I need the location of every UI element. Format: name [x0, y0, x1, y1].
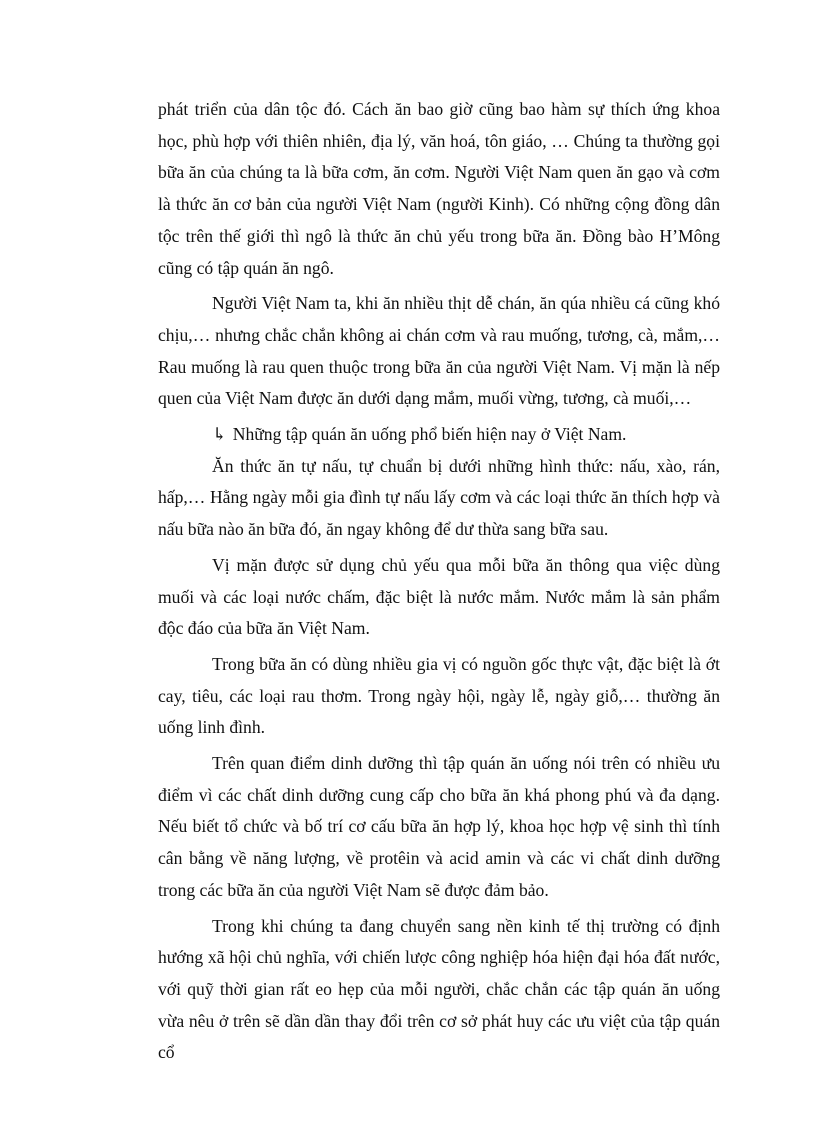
paragraph-nutrition: Trên quan điểm dinh dưỡng thì tập quán ăn uống nói trên có nhiều ưu điểm vì các chất dinh dưỡng cung cấp cho bữa ăn khá phong phú và đa dạng. Nếu biết tổ chức và bố trí cơ cấu bữa ăn hợp lý, khoa học hợp vệ sinh thì tính cân bằng về năng lượng, về protêin và acid amin và các vi chất dinh dưỡng trong các bữa ăn của người Việt Nam sẽ được đảm bảo.: [158, 753, 720, 900]
paragraph-spices: Trong bữa ăn có dùng nhiều gia vị có nguồn gốc thực vật, đặc biệt là ớt cay, tiêu, các loại rau thơm. Trong ngày hội, ngày lễ, ngày giỗ,… thường ăn uống linh đình.: [158, 653, 720, 738]
bullet-text: Những tập quán ăn uống phổ biến hiện nay ở Việt Nam.: [232, 424, 627, 445]
paragraph-salty-taste: Vị mặn được sử dụng chủ yếu qua mỗi bữa ăn thông qua việc dùng muối và các loại nước chấm, đặc biệt là nước mắm. Nước mắm là sản phẩm độc đáo của bữa ăn Việt Nam.: [158, 554, 720, 639]
document-page: [158, 94, 720, 1069]
paragraph-continuation: phát triển của dân tộc đó. Cách ăn bao giờ cũng bao hàm sự thích ứng khoa học, phù hợp với thiên nhiên, địa lý, văn hoá, tôn giáo, … Chúng ta thường gọi bữa ăn của chúng ta là bữa cơm, ăn cơm. Người Việt Nam quen ăn gạo và cơm là thức ăn cơ bản của người Việt Nam (người Kinh). Có những cộng đồng dân tộc trên thế giới thì ngô là thức ăn chủ yếu trong bữa ăn. Đồng bào H’Mông cũng có tập quán ăn ngô.: [158, 99, 720, 278]
paragraph-market-economy: Trong khi chúng ta đang chuyển sang nền kinh tế thị trường có định hướng xã hội chủ nghĩa, với chiến lược công nghiệp hóa hiện đại hóa đất nước, với quỹ thời gian rất eo hẹp của mỗi người, chắc chắn các tập quán ăn uống vừa nêu ở trên sẽ dần dần thay đổi trên cơ sở phát huy các ưu việt của tập quán cổ: [158, 915, 720, 1063]
arrow-return-icon: ↳: [212, 424, 227, 445]
paragraph-vietnamese-habits: Người Việt Nam ta, khi ăn nhiều thịt dễ chán, ăn qúa nhiều cá cũng khó chịu,… nhưng chắc chắn không ai chán cơm và rau muống, tương, cà, mắm,… Rau muống là rau quen thuộc trong bữa ăn của người Việt Nam. Vị mặn là nếp quen của Việt Nam được ăn dưới dạng mắm, muối vừng, tương, cà muối,…: [158, 293, 720, 409]
paragraph-home-cooking: Ăn thức ăn tự nấu, tự chuẩn bị dưới những hình thức: nấu, xào, rán, hấp,… Hằng ngày mỗi gia đình tự nấu lấy cơm và các loại thức ăn thích hợp và nấu bữa nào ăn bữa đó, ăn ngay không để dư thừa sang bữa sau.: [158, 455, 720, 540]
section-bullet: [158, 419, 720, 451]
